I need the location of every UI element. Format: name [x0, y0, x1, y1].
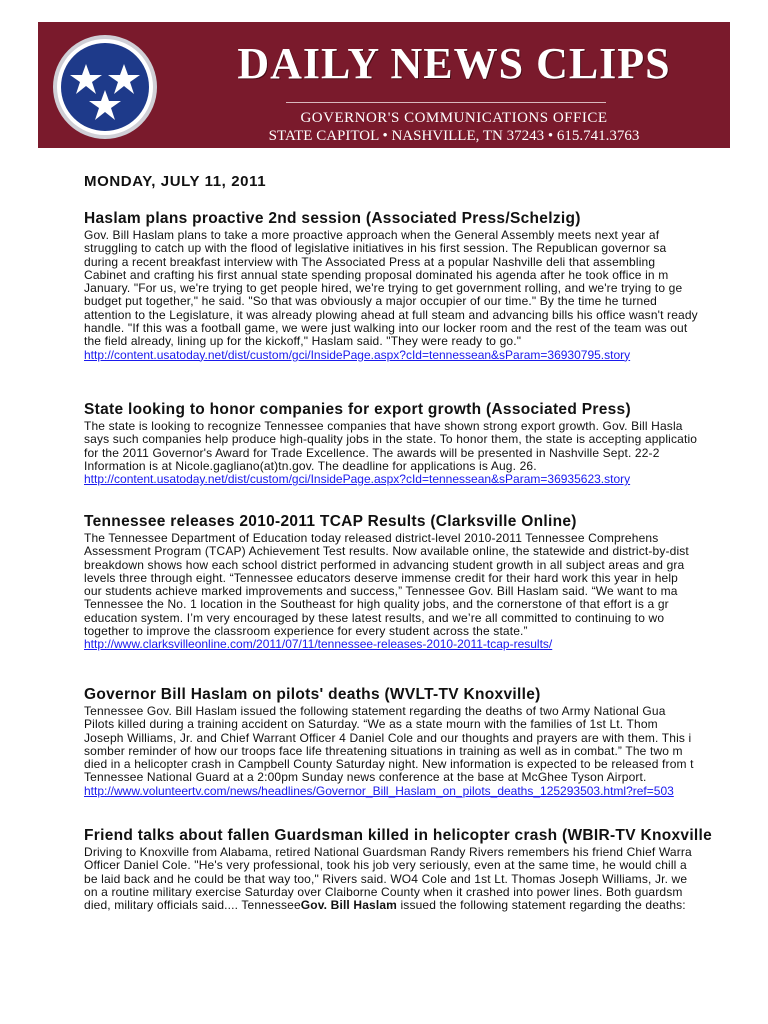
article-line: budget put together," he said. "So that was obviously a major occupier of our time." By the time he turned — [84, 294, 657, 309]
article-line: on a routine military exercise Saturday over Claiborne County when it crashed into power lines. Both guardsm — [84, 884, 683, 899]
article-source-link[interactable]: http://content.usatoday.net/dist/custom/gci/InsidePage.aspx?cId=tennessean&sParam=36935623.story — [84, 472, 631, 487]
article-line: Assessment Program (TCAP) Achievement Test results. Now available online, the statewide and district-by-dist — [84, 544, 689, 559]
article-line: handle. "If this was a football game, we were just walking into our locker room and the rest of the team was out — [84, 321, 688, 336]
masthead-banner — [38, 22, 730, 148]
masthead-title: DAILY NEWS CLIPS — [237, 39, 671, 88]
article-line: Joseph Williams, Jr. and Chief Warrant Officer 4 Daniel Cole and our thoughts and prayers are with them. This i — [84, 730, 692, 745]
article-line: Cabinet and crafting his first annual state spending proposal dominated his agenda after he took office in m — [84, 267, 669, 282]
article-body — [84, 705, 768, 785]
article-line: breakdown shows how each school district performed in advancing student growth in all subject areas and gra — [84, 557, 685, 572]
tennessee-tristar-seal-icon — [52, 34, 158, 140]
article-line: struggling to catch up with the flood of legislative initiatives in his first session. The Republican governor sa — [84, 241, 667, 256]
article-line — [84, 899, 768, 912]
article-line: the field already, lining up for the kickoff," Haslam said. "They were ready to go." — [84, 334, 522, 349]
article-line: levels three through eight. “Tennessee educators deserve immense credit for their hard work this year in help — [84, 570, 678, 585]
masthead-divider — [286, 102, 606, 103]
masthead-address: STATE CAPITOL • NASHVILLE, TN 37243 • 615.741.3763 — [268, 128, 640, 144]
article-line-text: died, military officials said.... Tennessee — [84, 898, 301, 913]
article-body — [84, 532, 768, 638]
article-headline: State looking to honor companies for export growth (Associated Press) — [84, 401, 631, 418]
article — [84, 685, 768, 798]
article-body — [84, 229, 768, 349]
article-headline: Haslam plans proactive 2nd session (Associated Press/Schelzig) — [84, 210, 581, 227]
article-source-link[interactable]: http://www.volunteertv.com/news/headlines/Governor_Bill_Haslam_on_pilots_deaths_125293503.html?ref=503 — [84, 783, 674, 798]
article-line: Tennessee National Guard at a 2:00pm Sunday news conference at the base at McGhee Tyson Airport. — [84, 770, 647, 785]
article-line: education system. I’m very encouraged by these latest results, and we’re all committed to continuing to wo — [84, 610, 665, 625]
article-headline: Tennessee releases 2010-2011 TCAP Results (Clarksville Online) — [84, 513, 577, 530]
article-line: Information is at Nicole.gagliano(at)tn.gov. The deadline for applications is Aug. 26. — [84, 458, 537, 473]
article-headline: Friend talks about fallen Guardsman killed in helicopter crash (WBIR-TV Knoxville — [84, 827, 713, 844]
article-source-link[interactable]: http://www.clarksvilleonline.com/2011/07/11/tennessee-releases-2010-2011-tcap-results/ — [84, 637, 553, 652]
article-line: Gov. Bill Haslam plans to take a more proactive approach when the General Assembly meets next year af — [84, 228, 660, 242]
article-line: January. "For us, we're trying to get people hired, we're trying to get government rolling, and we're trying to ge — [84, 281, 683, 296]
article-line: our students achieve marked improvements and success,” Tennessee Gov. Bill Haslam said. “We want to ma — [84, 584, 678, 599]
article-line-text: issued the following statement regarding the deaths: — [397, 898, 686, 913]
article-line: Driving to Knoxville from Alabama, retired National Guardsman Randy Rivers remembers his friend Chief Warra — [84, 845, 692, 859]
masthead-office: GOVERNOR'S COMMUNICATIONS OFFICE — [300, 110, 608, 126]
article-line: be laid back and he could be that way too," Rivers said. WO4 Cole and 1st Lt. Thomas Joseph Williams, Jr. we — [84, 871, 688, 886]
article-line: during a recent breakfast interview with The Associated Press at a popular Nashville deli that assembling — [84, 254, 656, 269]
article-line: Tennessee Gov. Bill Haslam issued the following statement regarding the deaths of two Army National Gua — [84, 704, 666, 718]
article-line-bold: Gov. Bill Haslam — [300, 898, 397, 913]
article-line: Tennessee the No. 1 location in the Southeast for high quality jobs, and the cornerstone of that effort is a gr — [84, 597, 669, 612]
article-line: The Tennessee Department of Education today released district-level 2010-2011 Tennessee Comprehens — [84, 531, 659, 545]
article-source-link[interactable]: http://content.usatoday.net/dist/custom/gci/InsidePage.aspx?cId=tennessean&sParam=36930795.story — [84, 347, 631, 362]
clips-date: MONDAY, JULY 11, 2011 — [84, 173, 267, 190]
article-line: died in a helicopter crash in Campbell County Saturday night. New information is expected to be released from t — [84, 757, 694, 772]
article-line: for the 2011 Governor's Award for Trade Excellence. The awards will be presented in Nashville Sept. 22-2 — [84, 445, 660, 460]
article-line: Officer Daniel Cole. "He's very professional, took his job very seriously, even at the same time, he would chill a — [84, 858, 687, 873]
article — [84, 209, 768, 362]
article — [84, 400, 768, 486]
article-line: says such companies help produce high-quality jobs in the state. To honor them, the state is accepting applicatio — [84, 432, 698, 447]
article-body — [84, 846, 768, 912]
article-headline: Governor Bill Haslam on pilots' deaths (WVLT-TV Knoxville) — [84, 686, 541, 703]
article-line: Pilots killed during a training accident on Saturday. “We as a state mourn with the families of 1st Lt. Thom — [84, 717, 658, 732]
article — [84, 826, 768, 912]
article-line: attention to the Legislature, it was already plowing ahead at full steam and advancing bills his office wasn't ready — [84, 307, 698, 322]
article-line: somber reminder of how our troops face life threatening situations in training as well as in combat.” The two m — [84, 743, 683, 758]
article — [84, 512, 768, 652]
article-line: The state is looking to recognize Tennessee companies that have shown strong export growth. Gov. Bill Hasla — [84, 419, 683, 433]
article-body — [84, 420, 768, 473]
article-line: together to improve the classroom experience for every student across the state.” — [84, 624, 528, 639]
